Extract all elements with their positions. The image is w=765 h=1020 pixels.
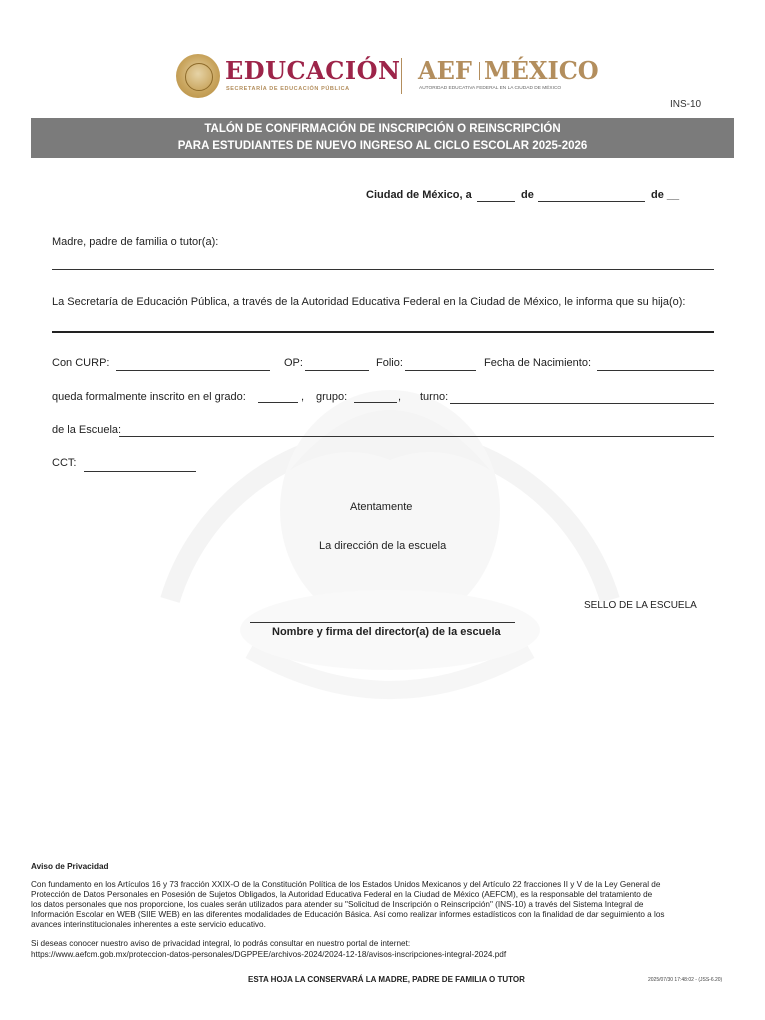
banner-line-2: PARA ESTUDIANTES DE NUEVO INGRESO AL CICLO ESCOLAR 2025-2026 (177, 140, 588, 152)
privacy-line-5: avances interinstitucionales inherentes a este servicio educativo. (31, 920, 266, 929)
group-label: grupo: (316, 391, 348, 403)
group-field[interactable] (354, 402, 397, 403)
banner-line-1: TALÓN DE CONFIRMACIÓN DE INSCRIPCIÓN O REINSCRIPCIÓN (204, 123, 561, 135)
director-caption: Nombre y firma del director(a) de la escuela (272, 626, 501, 638)
director-signature-field[interactable] (250, 622, 515, 623)
birth-date-label: Fecha de Nacimiento: (484, 357, 591, 369)
curp-label: Con CURP: (52, 357, 110, 369)
education-logo-title: EDUCACIÓN (225, 56, 401, 85)
shift-field[interactable] (450, 403, 714, 404)
cct-label: CCT: (52, 457, 77, 469)
seal-logo-icon (176, 54, 220, 98)
education-logo-subtitle: SECRETARÍA DE EDUCACIÓN PÚBLICA (226, 86, 350, 92)
privacy-line-4: Información Escolar en WEB (SIIE WEB) en las diferentes modalidades de Educación Básica. Así como realizar informes estadísticos con la finalidad de dar seguimiento a los (31, 910, 665, 919)
student-name-field[interactable] (52, 331, 714, 333)
grade-field[interactable] (258, 402, 298, 403)
aef-logo-subtitle: AUTORIDAD EDUCATIVA FEDERAL EN LA CIUDAD DE MÉXICO (419, 86, 562, 91)
school-field[interactable] (119, 436, 714, 437)
birth-date-field[interactable] (597, 370, 714, 371)
school-label: de la Escuela: (52, 424, 122, 436)
de-label-1: de (521, 189, 534, 201)
day-field[interactable] (477, 201, 515, 202)
privacy-line-3: los datos personales que nos proporcione, los cuales serán utilizados para atender su "Solicitud de Inscripción o Reinscripción" (INS-10) a través del Sistema Integral de (31, 900, 644, 909)
folio-label: Folio: (376, 357, 403, 369)
privacy-portal-link[interactable]: https://www.aefcm.gob.mx/proteccion-datos-personales/DGPPEE/archivos-2024/2024-12-18/avisos-inscripciones-integral-2024.pdf (31, 950, 507, 959)
grade-label: queda formalmente inscrito en el grado: (52, 391, 246, 403)
de-label-2: de __ (651, 189, 680, 201)
logo-divider (401, 58, 402, 94)
folio-field[interactable] (405, 370, 476, 371)
guardian-label: Madre, padre de familia o tutor(a): (52, 236, 219, 248)
op-label: OP: (284, 357, 303, 369)
title-banner (31, 118, 734, 158)
form-code: INS-10 (670, 99, 702, 110)
aef-logo-separator (479, 62, 480, 80)
privacy-heading: Aviso de Privacidad (31, 862, 109, 871)
school-direction-text: La dirección de la escuela (319, 540, 447, 552)
aef-logo-title: AEF (418, 56, 472, 85)
op-field[interactable] (305, 370, 369, 371)
shift-label: turno: (420, 391, 449, 403)
month-field[interactable] (538, 201, 645, 202)
school-stamp-label: SELLO DE LA ESCUELA (584, 600, 697, 611)
privacy-body (31, 880, 736, 930)
city-date-label: Ciudad de México, a (366, 189, 472, 201)
privacy-line-1: Con fundamento en los Artículos 16 y 73 fracción XXIX-O de la Constitución Política de los Estados Unidos Mexicanos y del Artículo 22 fracciones II y V de la Ley General de (31, 880, 661, 889)
notice-text: La Secretaría de Educación Pública, a través de la Autoridad Educativa Federal en la Ciudad de México, le informa que su hija(o): (52, 296, 686, 308)
mexico-logo-title: MÉXICO (484, 56, 599, 85)
curp-field[interactable] (116, 370, 270, 371)
guardian-field[interactable] (52, 269, 714, 270)
privacy-portal-text: Si deseas conocer nuestro aviso de privacidad integral, lo podrás consultar en nuestro portal de internet: (31, 939, 411, 948)
grade-comma: , (301, 391, 305, 403)
group-comma: , (398, 391, 402, 403)
keep-sheet-notice: ESTA HOJA LA CONSERVARÁ LA MADRE, PADRE DE FAMILIA O TUTOR (248, 975, 525, 984)
print-timestamp: 2025/07/30 17:48:02 - (JSS-6.20) (648, 977, 723, 983)
cct-field[interactable] (84, 471, 196, 472)
privacy-line-2: Protección de Datos Personales en Posesión de Sujetos Obligados, la Autoridad Educativa Federal en la Ciudad de México (AEFCM), es la responsable del tratamiento de (31, 890, 653, 899)
regards-text: Atentamente (350, 501, 413, 513)
